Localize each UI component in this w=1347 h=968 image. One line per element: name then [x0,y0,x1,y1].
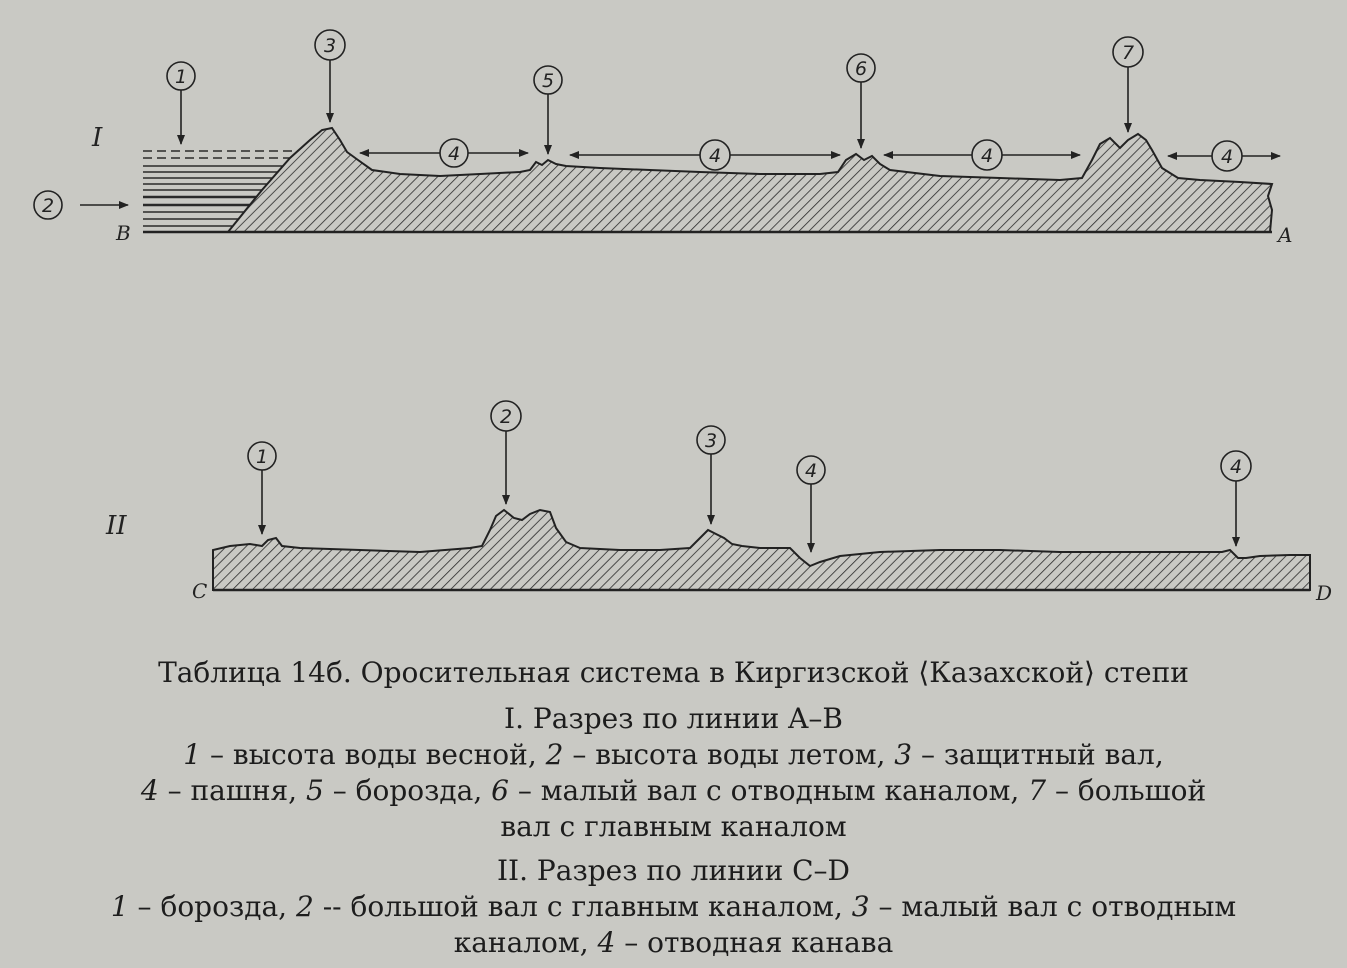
legend-1-line-3: вал с главным каналом [500,810,847,843]
marker-7-big-wall [1113,37,1143,132]
svg-text:2: 2 [41,195,55,217]
marker-4-drain-ditch-2 [1221,451,1251,546]
svg-text:7: 7 [1121,42,1135,64]
field-span-1 [360,139,528,167]
section-roman-2: II [106,511,127,541]
svg-text:4: 4 [1220,146,1234,168]
marker-6-small-wall [847,54,875,148]
marker-1-furrow [248,442,276,534]
marker-2-summer-water [34,191,128,219]
profile-2 [105,401,1332,605]
svg-text:4: 4 [447,143,461,165]
caption-section-1: I. Разрез по линии A–B [504,702,843,735]
end-label-c: C [192,579,208,603]
legend-1-line-1: 1 – высота воды весной, 2 – высота воды летом, 3 – защитный вал, [183,738,1164,771]
marker-3-protective-wall [315,30,345,122]
field-span-3 [884,140,1080,170]
svg-text:4: 4 [980,145,994,167]
end-label-a: A [1278,223,1293,247]
caption-title: Таблица 14б. Оросительная система в Киргизской ⟨Казахской⟩ степи [158,656,1189,689]
terrain-profile-2 [213,510,1310,590]
marker-2-big-wall [491,401,521,504]
caption-section-2: II. Разрез по линии C–D [496,854,851,887]
svg-text:4: 4 [1229,456,1243,478]
terrain-profile-1 [228,128,1272,232]
marker-4-drain-ditch-1 [797,456,825,552]
svg-text:5: 5 [541,70,555,92]
end-label-d: D [1316,581,1333,605]
marker-1-spring-water [167,62,195,144]
svg-text:3: 3 [704,430,718,452]
legend-2-line-2: каналом, 4 – отводная канава [453,926,894,959]
svg-text:4: 4 [804,460,818,482]
end-label-b: B [116,221,131,245]
svg-text:1: 1 [174,66,188,88]
svg-text:4: 4 [708,145,722,167]
legend-2-line-1: 1 – борозда, 2 -- большой вал с главным каналом, 3 – малый вал с отводным [110,890,1237,923]
section-roman-1: I [92,123,103,153]
marker-3-small-wall [697,426,725,524]
field-span-4 [1168,141,1280,171]
profile-1 [34,30,1292,247]
svg-text:6: 6 [854,58,868,80]
field-span-2 [570,140,840,170]
svg-text:3: 3 [323,35,337,57]
marker-5-furrow [534,66,562,154]
svg-text:1: 1 [255,446,269,468]
legend-1-line-2: 4 – пашня, 5 – борозда, 6 – малый вал с отводным каналом, 7 – большой [140,774,1207,807]
svg-text:2: 2 [499,406,513,428]
